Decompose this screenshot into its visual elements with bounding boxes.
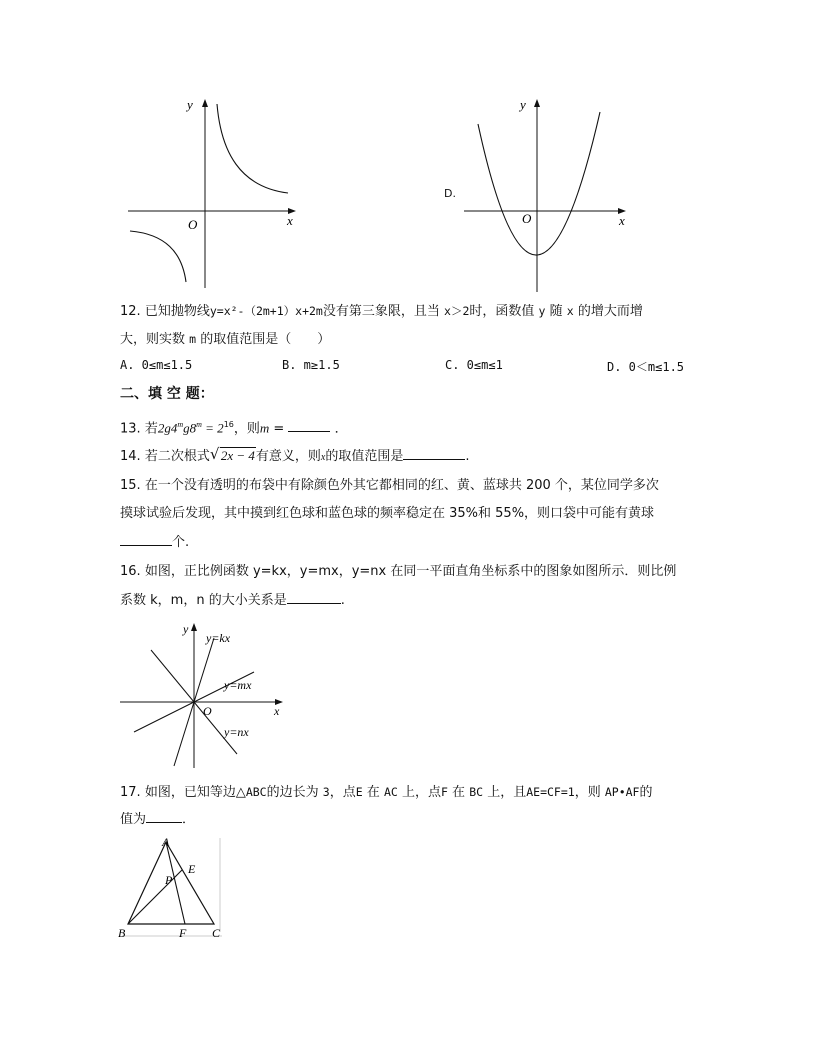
point-p-label: P bbox=[165, 873, 173, 887]
point-f-label: F bbox=[179, 926, 187, 940]
q12-option-d: D. 0＜m≤1.5 bbox=[607, 360, 685, 374]
section-title: 二、填 空 题： bbox=[120, 386, 214, 402]
q12-option-a: A. 0≤m≤1.5 bbox=[120, 358, 193, 372]
triangle-figure bbox=[114, 832, 234, 944]
sqrt-expression: √ 2x − 4 bbox=[209, 445, 255, 463]
label-mx: y=mx bbox=[224, 678, 252, 692]
q14-answer-blank[interactable] bbox=[403, 447, 465, 460]
q13: 13. 若$2g4^mg8^m = 2^{16}$，则m = ． bbox=[120, 420, 348, 437]
y-axis-label: y bbox=[187, 97, 193, 112]
label-nx: y=nx bbox=[224, 725, 249, 739]
origin-label: O bbox=[188, 217, 198, 232]
vertex-a-label: A bbox=[162, 835, 170, 849]
graph-parabola bbox=[460, 92, 640, 302]
q17-line1: 17. 如图，已知等边△ABC的边长为 3，点E 在 AC 上，点F 在 BC 上，且AE=CF=1，则 AP•AF的 bbox=[120, 785, 653, 800]
q16-line1: 16. 如图，正比例函数 y=kx，y=mx，y=nx 在同一平面直角坐标系中的图象如图所示．则比例 bbox=[120, 564, 677, 579]
x-axis-label: x bbox=[287, 213, 293, 228]
q14: 14. 若二次根式 √ 2x − 4有意义，则x的取值范围是 . bbox=[120, 445, 470, 464]
q12-line2: 大，则实数 m 的取值范围是（ ） bbox=[120, 332, 331, 347]
point-e-label: E bbox=[188, 862, 196, 876]
q15-line3: 个. bbox=[120, 533, 189, 552]
y-axis-label: y bbox=[183, 622, 189, 636]
q12-option-c: C. 0≤m≤1 bbox=[445, 358, 503, 372]
origin-label: O bbox=[203, 704, 212, 718]
q13-answer-blank[interactable] bbox=[288, 419, 330, 432]
graph-hyperbola bbox=[120, 92, 300, 292]
q15-answer-blank[interactable] bbox=[120, 533, 172, 546]
q15-line1: 15. 在一个没有透明的布袋中有除颜色外其它都相同的红、黄、蓝球共 200 个，某位同学多次 bbox=[120, 478, 659, 493]
q12-line1: 12. 已知抛物线y=x²-（2m+1）x+2m没有第三象限，且当 x＞2时，函数值 y 随 x 的增大而增 bbox=[120, 304, 643, 319]
x-axis-label: x bbox=[619, 213, 625, 228]
origin-label: O bbox=[522, 211, 532, 226]
q17-line2: 值为 ． bbox=[120, 812, 196, 827]
label-kx: y=kx bbox=[206, 631, 231, 645]
q16-answer-blank[interactable] bbox=[287, 591, 341, 604]
q16-line2: 系数 k，m，n 的大小关系是 . bbox=[120, 593, 345, 608]
vertex-b-label: B bbox=[118, 926, 126, 940]
q17-answer-blank[interactable] bbox=[146, 810, 182, 823]
graph-proportional-functions bbox=[116, 618, 296, 773]
q15-line2: 摸球试验后发现，其中摸到红色球和蓝色球的频率稳定在 35%和 55%，则口袋中可能有黄球 bbox=[120, 506, 655, 521]
option-d-label: D. bbox=[444, 187, 456, 200]
x-axis-label: x bbox=[274, 704, 280, 718]
vertex-c-label: C bbox=[212, 926, 221, 940]
q12-option-b: B. m≥1.5 bbox=[282, 358, 340, 372]
y-axis-label: y bbox=[520, 97, 526, 112]
